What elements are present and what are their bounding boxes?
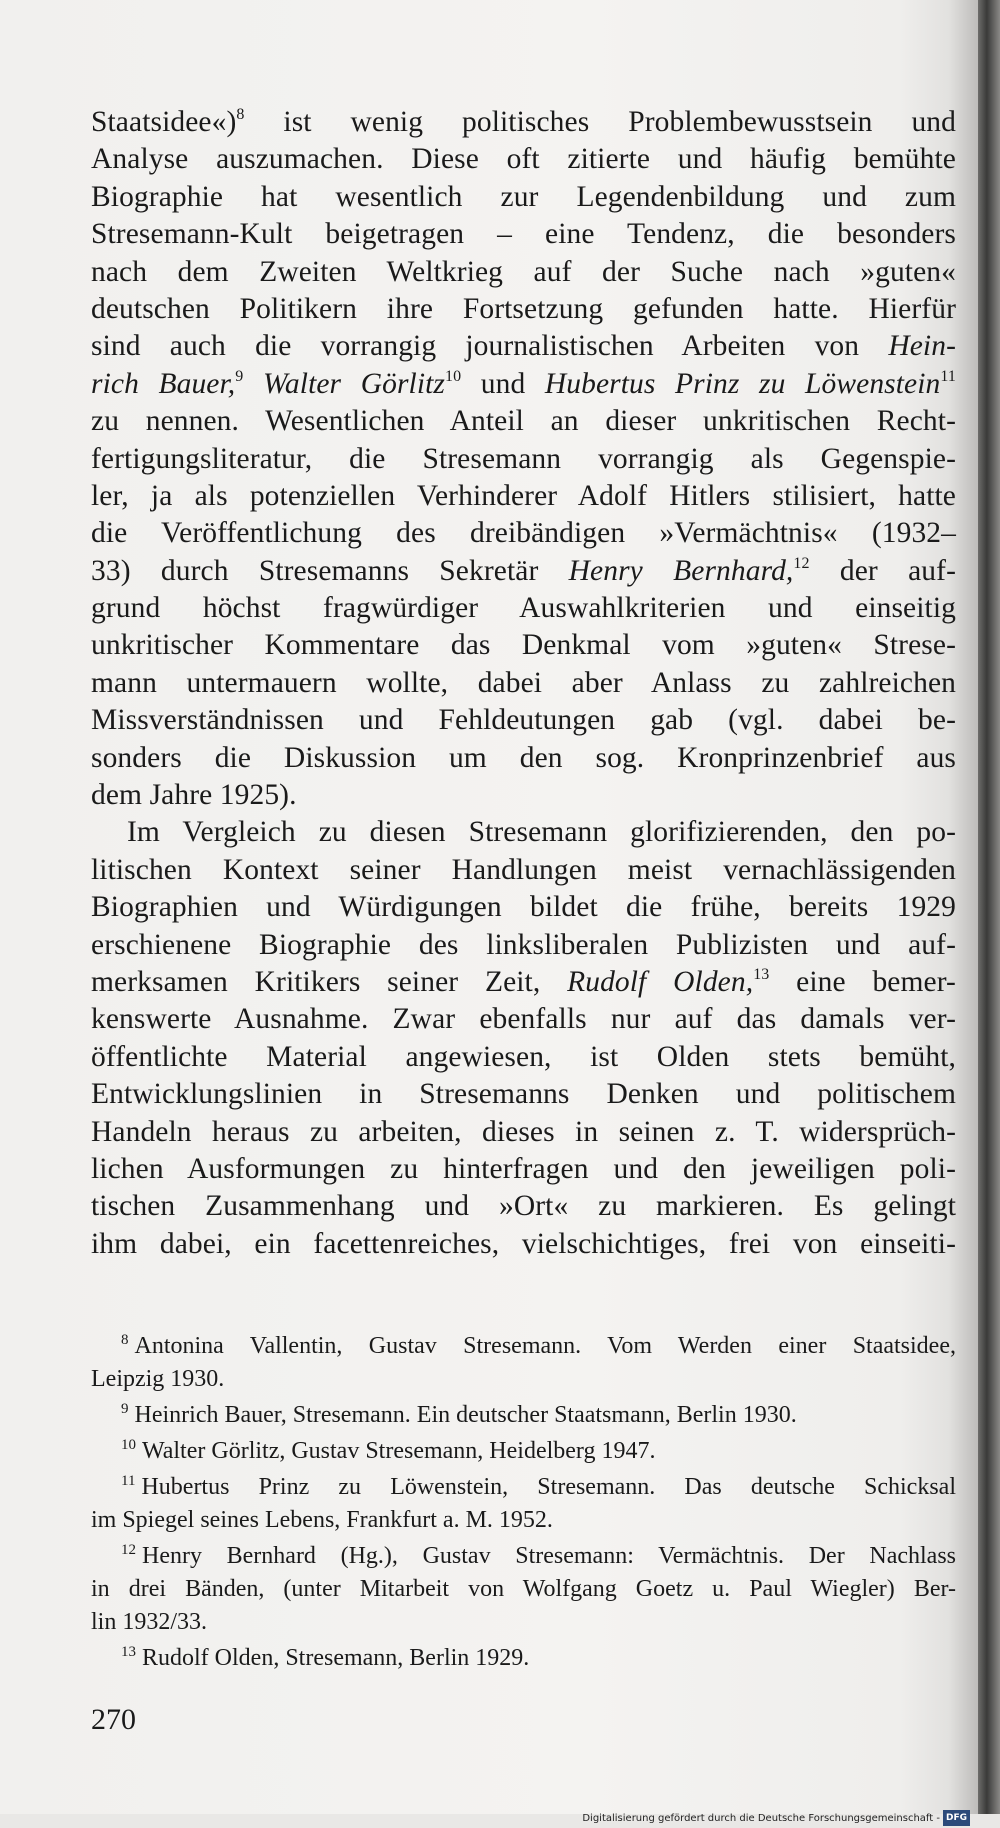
text-segment: grund höchst fragwürdiger Auswahlkriterien und einseitig: [91, 592, 956, 625]
text-segment: unkritischer Kommentare das Denkmal vom »guten« Strese-: [91, 629, 956, 662]
page-number: 270: [91, 1703, 136, 1736]
text-segment: erschienene Biographie des linksliberalen Publizisten und auf-: [91, 928, 956, 961]
footnote-reference: 13: [753, 965, 770, 983]
text-segment: lichen Ausformungen zu hinterfragen und den jeweiligen poli-: [91, 1152, 956, 1185]
text-line: [91, 964, 956, 1001]
footnote-text: in drei Bänden, (unter Mitarbeit von Wolfgang Goetz u. Paul Wiegler) Ber-: [91, 1576, 956, 1602]
dfg-logo: DFG: [943, 1810, 970, 1826]
text-line: [91, 1039, 956, 1076]
text-segment: fertigungsliteratur, die Stresemann vorrangig als Gegenspie-: [91, 442, 956, 475]
text-segment: ler, ja als potenziellen Verhinderer Adolf Hitlers stilisiert, hatte: [91, 479, 956, 512]
footnote-reference: 10: [445, 367, 462, 385]
text-line: [91, 403, 956, 440]
text-line: [91, 702, 956, 739]
footnote-reference: 9: [235, 367, 244, 385]
footnote-reference: 8: [236, 106, 245, 123]
italic-name: rich Bauer,: [91, 367, 236, 400]
footnote-number: 9: [121, 1401, 129, 1417]
footnote-text: Henry Bernhard (Hg.), Gustav Stresemann: Vermächtnis. Der Nachlass: [142, 1543, 956, 1569]
italic-name: Rudolf Olden,: [567, 965, 754, 998]
text-line: [91, 366, 956, 403]
footnote-number: 12: [121, 1542, 136, 1558]
italic-name: Henry Bernhard,: [568, 554, 794, 587]
text-segment: Entwicklungslinien in Stresemanns Denken und politischem: [91, 1078, 956, 1111]
footnote-entry: [91, 1540, 956, 1639]
digitization-credit: [582, 1810, 970, 1827]
footnote-number: 13: [121, 1644, 136, 1660]
text-segment: Stresemann-Kult beigetragen – eine Tendenz, die besonders: [91, 218, 956, 251]
text-line: [91, 553, 956, 590]
text-line: [91, 179, 956, 216]
italic-name: Hein-: [888, 330, 956, 363]
footnote-text: Hubertus Prinz zu Löwenstein, Stresemann. Das deutsche Schicksal: [141, 1474, 956, 1500]
footnote-text: im Spiegel seines Lebens, Frankfurt a. M. 1952.: [91, 1507, 553, 1533]
footnote-line: [91, 1573, 956, 1606]
footnote-text: Leipzig 1930.: [91, 1366, 225, 1392]
text-segment: und: [461, 367, 545, 400]
text-segment: 33) durch Stresemanns Sekretär: [91, 554, 569, 587]
digitization-credit-text: Digitalisierung gefördert durch die Deutsche Forschungsgemeinschaft -: [582, 1813, 940, 1824]
text-line: [91, 478, 956, 515]
text-line: [91, 927, 956, 964]
text-segment: Biographien und Würdigungen bildet die frühe, bereits 1929: [91, 891, 956, 924]
text-segment: zu nennen. Wesentlichen Anteil an dieser unkritischen Recht-: [91, 405, 956, 438]
text-line: [91, 1114, 956, 1151]
text-segment: nach dem Zweiten Weltkrieg auf der Suche nach »guten«: [91, 255, 956, 288]
footnote-line: [91, 1504, 956, 1537]
text-line: [91, 1076, 956, 1113]
text-segment: sind auch die vorrangig journalistischen Arbeiten von: [91, 330, 889, 363]
text-line: [91, 627, 956, 664]
footnote-text: lin 1932/33.: [91, 1609, 208, 1635]
text-segment: Im Vergleich zu diesen Stresemann glorifizierenden, den po-: [127, 816, 956, 849]
footnote-entry: [91, 1471, 956, 1537]
text-line: [91, 141, 956, 178]
footnote-reference: 11: [940, 367, 957, 385]
main-text-block: [91, 104, 956, 1263]
footnote-reference: 12: [793, 554, 810, 572]
text-segment: litischen Kontext seiner Handlungen meist vernachlässigenden: [91, 853, 956, 886]
text-line: [91, 814, 956, 851]
footnote-entry: [91, 1330, 956, 1396]
footnote-line: [91, 1606, 956, 1639]
footnote-entry: [91, 1435, 956, 1468]
text-segment: ist wenig politisches Problembewusstsein und: [244, 106, 956, 138]
text-line: [91, 740, 956, 777]
text-segment: [243, 368, 263, 400]
footnotes-block: [91, 1330, 956, 1678]
footnote-entry: [91, 1642, 956, 1675]
text-segment: Handeln heraus zu arbeiten, dieses in seinen z. T. widersprüch-: [91, 1115, 956, 1148]
footnote-text: Heinrich Bauer, Stresemann. Ein deutscher Staatsmann, Berlin 1930.: [134, 1402, 797, 1428]
text-segment: merksamen Kritikers seiner Zeit,: [91, 965, 568, 998]
text-line: [91, 852, 956, 889]
text-line: [91, 328, 956, 365]
text-line: [91, 291, 956, 328]
book-gutter-edge: [978, 0, 1000, 1814]
footnote-number: 8: [121, 1332, 129, 1348]
text-segment: Missverständnissen und Fehldeutungen gab (vgl. dabei be-: [91, 704, 956, 737]
footnote-text: Antonina Vallentin, Gustav Stresemann. Vom Werden einer Staatsidee,: [134, 1333, 956, 1359]
text-segment: kenswerte Ausnahme. Zwar ebenfalls nur auf das damals ver-: [91, 1003, 956, 1036]
text-line: [91, 104, 956, 141]
text-line: [91, 1188, 956, 1225]
text-segment: eine bemer-: [769, 965, 956, 998]
text-segment: Analyse auszumachen. Diese oft zitierte und häufig bemühte: [91, 143, 956, 176]
text-line: [91, 515, 956, 552]
text-segment: die Veröffentlichung des dreibändigen »Vermächtnis« (1932–: [91, 517, 956, 550]
text-segment: mann untermauern wollte, dabei aber Anlass zu zahlreichen: [91, 666, 956, 699]
footnote-text: Rudolf Olden, Stresemann, Berlin 1929.: [142, 1645, 530, 1671]
footnote-line: [91, 1642, 956, 1675]
text-line: [91, 590, 956, 627]
text-segment: deutschen Politikern ihre Fortsetzung gefunden hatte. Hierfür: [91, 292, 956, 325]
footnote-number: 10: [121, 1437, 136, 1453]
text-segment: tischen Zusammenhang und »Ort« zu markieren. Es gelingt: [91, 1190, 956, 1223]
footnote-entry: [91, 1399, 956, 1432]
text-line: [91, 254, 956, 291]
footnote-line: [91, 1363, 956, 1396]
text-segment: ihm dabei, ein facettenreiches, vielschichtiges, frei von einseiti-: [91, 1227, 956, 1260]
text-line: [91, 665, 956, 702]
text-segment: der auf-: [809, 554, 956, 587]
text-segment: Biographie hat wesentlich zur Legendenbildung und zum: [91, 180, 956, 213]
footnote-line: [91, 1471, 956, 1504]
text-line: [91, 1226, 956, 1263]
footnote-line: [91, 1435, 956, 1468]
text-line: [91, 889, 956, 926]
footnote-text: Walter Görlitz, Gustav Stresemann, Heidelberg 1947.: [142, 1438, 656, 1464]
italic-name: Walter Görlitz: [262, 367, 445, 400]
footnote-line: [91, 1540, 956, 1573]
text-segment: öffentlichte Material angewiesen, ist Olden stets bemüht,: [91, 1040, 956, 1073]
text-line: [91, 777, 956, 814]
text-segment: sonders die Diskussion um den sog. Kronprinzenbrief aus: [91, 741, 956, 774]
text-segment: dem Jahre 1925).: [91, 779, 297, 812]
text-segment: Staatsidee«): [91, 106, 237, 138]
text-line: [91, 1001, 956, 1038]
italic-name: Hubertus Prinz zu Löwenstein: [544, 367, 941, 400]
footnote-number: 11: [121, 1473, 136, 1489]
text-line: [91, 1151, 956, 1188]
text-line: [91, 216, 956, 253]
footnote-line: [91, 1399, 956, 1432]
footnote-line: [91, 1330, 956, 1363]
text-line: [91, 441, 956, 478]
